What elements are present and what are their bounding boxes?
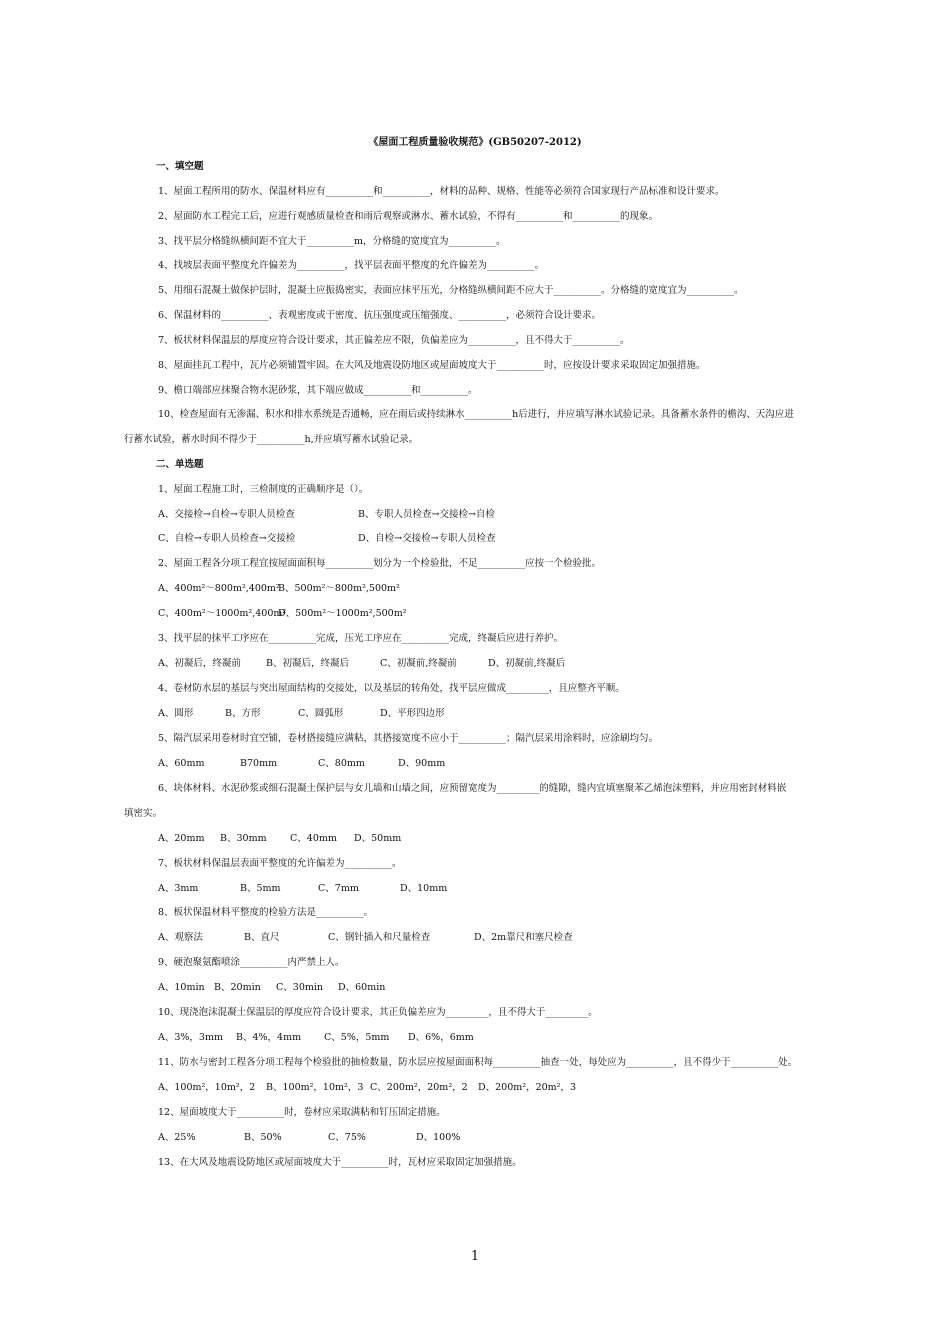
option-c: C、75%: [328, 1132, 366, 1143]
option-c: C、5%，5mm: [324, 1032, 390, 1043]
option-a: A、60mm: [158, 758, 205, 769]
option-d: D、10mm: [400, 883, 448, 894]
section-heading-fill-blank: 一、填空题: [156, 161, 204, 172]
option-d: D、200m²，20m²，3: [478, 1082, 577, 1093]
option-a: A、观察法: [158, 932, 203, 943]
fill-question-6: 6、保温材料的__________、表观密度或干密度、抗压强度或压缩强度、__________，必须符合设计要求。: [158, 310, 602, 321]
option-d: D、500m²～1000m²,500m²: [278, 608, 407, 619]
option-c: C、自检→专职人员检查→交接检: [158, 533, 296, 544]
fill-question-9: 9、檐口端部应抹聚合物水泥砂浆，其下端应做成__________和__________。: [158, 385, 478, 396]
fill-question-1: 1、屋面工程所用的防水、保温材料应有__________和__________，材料的品种、规格、性能等必须符合国家现行产品标准和设计要求。: [158, 186, 725, 197]
fill-question-10-line1: 10、检查屋面有无渗漏、积水和排水系统是否通畅，应在雨后或持续淋水__________h后进行，并应填写淋水试验记录。具备蓄水条件的檐沟、天沟应进: [158, 409, 794, 420]
fill-question-3: 3、找平层分格缝纵横间距不宜大于__________m，分格缝的宽度宜为__________。: [158, 236, 506, 247]
fill-question-10-line2: 行蓄水试验，蓄水时间不得少于__________h,并应填写蓄水试验记录。: [124, 434, 419, 445]
option-b: B、50%: [244, 1132, 282, 1143]
option-d: D、100%: [416, 1132, 461, 1143]
option-b: B、直尺: [244, 932, 280, 943]
option-a: A、25%: [158, 1132, 196, 1143]
choice-question-6-line2: 填密实。: [124, 808, 163, 819]
choice-question-12: 12、屋面坡度大于__________时，卷材应采取满粘和钉压固定措施。: [158, 1107, 446, 1118]
option-d: D、6%，6mm: [408, 1032, 474, 1043]
option-b: B70mm: [240, 758, 278, 769]
option-c: C、初凝前,终凝前: [380, 658, 457, 669]
option-c: C、40mm: [290, 833, 337, 844]
option-b: B、专职人员检查→交接检→自检: [358, 509, 495, 520]
option-b: B、20min: [214, 982, 261, 993]
choice-question-10: 10、现浇泡沫混凝土保温层的厚度应符合设计要求，其正负偏差应为_________，且不得大于_________。: [158, 1007, 598, 1018]
option-b: B、4%，4mm: [236, 1032, 302, 1043]
option-c: C、圆弧形: [298, 708, 344, 719]
option-c: C、30min: [276, 982, 324, 993]
choice-question-3: 3、找平层的抹平工序应在__________完成，压光工序应在__________完成，终凝后应进行养护。: [158, 633, 564, 644]
choice-question-5: 5、隔汽层采用卷材时宜空铺，卷材搭接缝应满粘，其搭接宽度不应小于__________；隔汽层采用涂料时，应涂刷均匀。: [158, 733, 659, 744]
choice-question-4: 4、卷材防水层的基层与突出屋面结构的交接处，以及基层的转角处，找平层应做成_________，且应整齐平顺。: [158, 683, 625, 694]
fill-question-2: 2、屋面防水工程完工后，应进行观感质量检查和雨后观察或淋水、蓄水试验，不得有__________和__________的现象。: [158, 211, 659, 222]
option-b: B、500m²～800m²,500m²: [278, 583, 400, 594]
option-a: A、400m²～800m²,400m²: [158, 583, 280, 594]
option-a: A、10min: [158, 982, 205, 993]
option-c: C、200m²，20m²，2: [370, 1082, 468, 1093]
option-c: C、400m²～1000m²,400m²: [158, 608, 287, 619]
choice-question-11: 11、防水与密封工程各分项工程每个检验批的抽检数量，防水层应按屋面面积每__________抽查一处，每处应为__________，且不得少于__________处。: [158, 1057, 798, 1068]
option-d: D、初凝前,终凝后: [488, 658, 566, 669]
fill-question-8: 8、屋面挂瓦工程中，瓦片必须铺置牢固。在大风及地震设防地区或屋面坡度大于__________时，应按设计要求采取固定加强措施。: [158, 360, 706, 371]
fill-question-5: 5、用细石混凝土做保护层时，混凝土应振捣密实，表面应抹平压光，分格缝纵横间距不应大于__________。分格缝的宽度宜为__________。: [158, 285, 744, 296]
option-a: A、20mm: [158, 833, 205, 844]
choice-question-1: 1、屋面工程施工时，三检制度的正确顺序是（）。: [158, 484, 369, 495]
choice-question-6-line1: 6、块体材料、水泥砂浆或细石混凝土保护层与女儿墙和山墙之间，应预留宽度为_________的缝隙，缝内宜填塞聚苯乙烯泡沫塑料，并应用密封材料嵌: [158, 783, 787, 794]
choice-question-7: 7、板状材料保温层表面平整度的允许偏差为__________。: [158, 858, 402, 869]
option-d: D、50mm: [354, 833, 402, 844]
option-a: A、初凝后，终凝前: [158, 658, 241, 669]
option-b: B、100m²，10m²，3: [266, 1082, 364, 1093]
option-d: D、2m靠尺和塞尺检查: [474, 932, 573, 943]
option-d: D、90mm: [398, 758, 446, 769]
option-b: B、5mm: [240, 883, 281, 894]
option-b: B、初凝后，终凝后: [266, 658, 349, 669]
option-a: A、100m²，10m²，2: [158, 1082, 256, 1093]
option-d: D、自检→交接检→专职人员检查: [358, 533, 496, 544]
choice-question-13: 13、在大风及地震设防地区或屋面坡度大于__________时，瓦材应采取固定加强措施。: [158, 1157, 522, 1168]
choice-question-8: 8、板状保温材料平整度的检验方法是__________。: [158, 907, 374, 918]
choice-question-2: 2、屋面工程各分项工程宜按屋面面积每__________划分为一个检验批，不足__________应按一个检验批。: [158, 558, 602, 569]
page-number: 1: [470, 1249, 480, 1264]
option-a: A、3mm: [158, 883, 199, 894]
option-b: B、方形: [225, 708, 261, 719]
option-a: A、交接检→自检→专职人员检查: [158, 509, 295, 520]
option-d: D、60min: [338, 982, 386, 993]
choice-question-9: 9、硬泡聚氨酯喷涂__________内严禁上人。: [158, 957, 345, 968]
option-d: D、平形四边形: [380, 708, 445, 719]
option-c: C、80mm: [318, 758, 365, 769]
option-c: C、钢针插入和尺量检查: [328, 932, 431, 943]
option-c: C、7mm: [318, 883, 359, 894]
fill-question-4: 4、找坡层表面平整度允许偏差为__________，找平层表面平整度的允许偏差为__________。: [158, 260, 545, 271]
fill-question-7: 7、板状材料保温层的厚度应符合设计要求，其正偏差应不限，负偏差应为__________，且不得大于__________。: [158, 335, 630, 346]
option-b: B、30mm: [220, 833, 267, 844]
document-title: 《屋面工程质量验收规范》(GB50207-2012): [368, 137, 582, 148]
section-heading-single-choice: 二、单选题: [156, 459, 204, 470]
option-a: A、圆形: [158, 708, 194, 719]
option-a: A、3%，3mm: [158, 1032, 223, 1043]
